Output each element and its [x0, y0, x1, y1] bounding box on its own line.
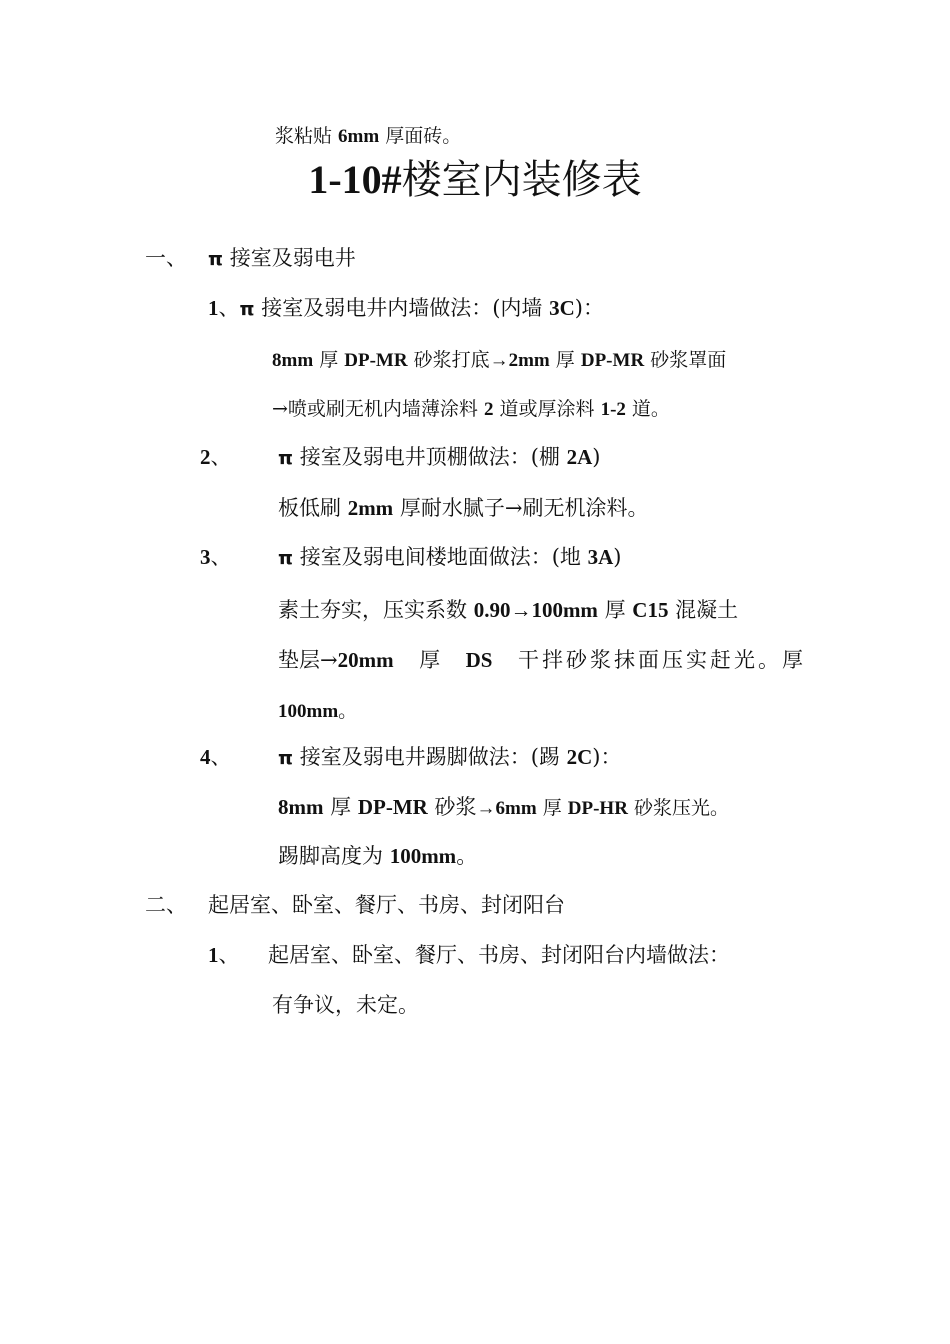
- text: 道或厚涂料: [493, 398, 601, 420]
- text: 厚: [597, 598, 633, 622]
- value: 2: [483, 399, 494, 420]
- heading-text: 接室及弱电间楼地面做法：(地: [293, 545, 588, 569]
- value: DP-MR: [357, 795, 428, 819]
- text: 。: [456, 844, 478, 868]
- text: 砂浆: [427, 795, 477, 819]
- code: 3C: [549, 296, 575, 320]
- text: 干拌砂浆抹面压实赶光。厚: [517, 648, 806, 672]
- section-1-label: 一、: [145, 246, 187, 270]
- text: 砂浆打底: [407, 349, 490, 371]
- value: DP-MR: [344, 350, 408, 371]
- heading-text: ): [613, 545, 622, 569]
- item-1-4-heading: [278, 743, 621, 772]
- text: 。: [338, 700, 358, 722]
- text: 素土夯实，压实系数: [278, 598, 474, 622]
- text: 厚: [419, 648, 441, 672]
- item-number: 1: [208, 943, 219, 967]
- separator: 、: [210, 545, 232, 569]
- heading-text: ): [592, 445, 601, 469]
- section-1-heading: [208, 244, 356, 273]
- text: 道。: [625, 398, 670, 420]
- value: 0.90→100mm: [473, 598, 598, 622]
- value: →2mm: [489, 350, 550, 371]
- item-number: 3: [200, 545, 211, 569]
- item-1-1-line-1: [272, 346, 726, 375]
- item-1-3-number: [200, 543, 232, 571]
- item-1-4-number: [200, 743, 232, 771]
- text: 厚: [323, 795, 358, 819]
- pi-symbol: π: [278, 447, 294, 469]
- item-2-1-line-1: 有争议，未定。: [272, 993, 419, 1017]
- text: →喷或刷无机内墙薄涂料: [272, 398, 484, 420]
- item-1-3-line-2: [278, 646, 806, 674]
- section-2-heading: 起居室、卧室、餐厅、书房、封闭阳台: [208, 893, 565, 917]
- title-number: 1-10#: [308, 157, 402, 202]
- text: 砂浆罩面: [644, 349, 727, 371]
- heading-text: 接室及弱电井: [223, 246, 356, 270]
- pi-symbol: π: [278, 747, 294, 769]
- text: 板低刷: [278, 496, 348, 520]
- code: 2A: [566, 445, 593, 469]
- item-number: 1: [208, 296, 219, 320]
- separator: 、: [210, 445, 232, 469]
- text: 浆粘贴: [275, 125, 339, 147]
- item-1-1-heading: [208, 294, 604, 323]
- text: 砂浆压光。: [627, 797, 729, 819]
- heading-text: 接室及弱电井内墙做法：(内墙: [254, 296, 550, 320]
- item-1-4-line-1: [278, 793, 729, 823]
- value: 6mm: [338, 126, 380, 147]
- page-title: [0, 154, 950, 206]
- pi-symbol: π: [239, 298, 255, 320]
- separator: 、: [210, 745, 232, 769]
- separator: 、: [218, 296, 240, 320]
- text: 垫层→: [278, 648, 338, 672]
- value: DS: [465, 648, 493, 672]
- text: 踢脚高度为: [278, 844, 390, 868]
- title-text: 楼室内装修表: [401, 157, 642, 203]
- value: 1-2: [600, 399, 626, 420]
- value: 100mm: [278, 701, 339, 722]
- item-1-3-line-1: [278, 596, 738, 624]
- separator: 、: [218, 943, 240, 967]
- value: 20mm: [337, 648, 394, 672]
- pi-symbol: π: [278, 547, 294, 569]
- text: 混凝土: [668, 598, 739, 622]
- item-2-1-number: [208, 941, 240, 969]
- code: 2C: [566, 745, 593, 769]
- item-1-4-line-2: [278, 842, 477, 870]
- item-1-2-heading: [278, 443, 600, 472]
- text: 厚: [313, 349, 345, 371]
- value: 2mm: [347, 496, 394, 520]
- text: 厚: [536, 797, 568, 819]
- item-1-3-heading: [278, 543, 621, 572]
- value: C15: [632, 598, 669, 622]
- item-1-1-line-2: [272, 395, 670, 424]
- item-2-1-heading: 起居室、卧室、餐厅、书房、封闭阳台内墙做法：: [268, 943, 730, 967]
- value: 8mm: [278, 795, 324, 819]
- code: 3A: [587, 545, 614, 569]
- item-1-2-line-1: [278, 494, 648, 522]
- item-1-3-line-3: [278, 697, 357, 726]
- section-2-label: 二、: [145, 893, 187, 917]
- item-number: 4: [200, 745, 211, 769]
- heading-text: )：: [592, 745, 622, 769]
- text: 厚面砖。: [379, 125, 462, 147]
- text: 厚耐水腻子→刷无机涂料。: [393, 496, 649, 520]
- value: 100mm: [389, 844, 457, 868]
- pi-symbol: π: [208, 248, 224, 270]
- heading-text: 接室及弱电井顶棚做法：(棚: [293, 445, 567, 469]
- heading-text: 接室及弱电井踢脚做法：(踢: [293, 745, 567, 769]
- value: DP-MR: [580, 350, 645, 371]
- value: →6mm: [476, 798, 537, 819]
- item-number: 2: [200, 445, 211, 469]
- item-1-2-number: [200, 443, 232, 471]
- value: DP-HR: [567, 798, 628, 819]
- value: 8mm: [272, 350, 314, 371]
- heading-text: )：: [574, 296, 604, 320]
- text: 厚: [549, 349, 581, 371]
- continuation-line: [275, 122, 461, 151]
